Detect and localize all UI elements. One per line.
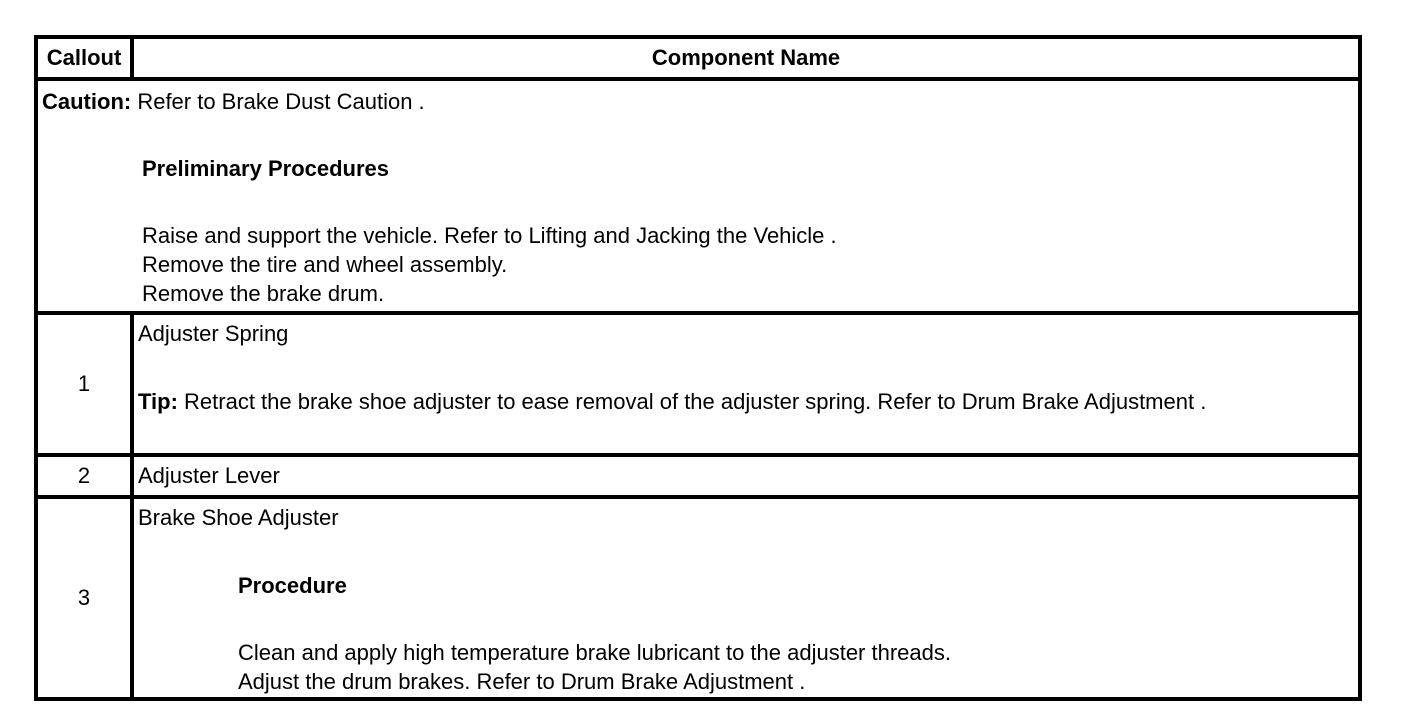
component-cell <box>134 315 1358 453</box>
component-name: Adjuster Lever <box>138 463 280 488</box>
procedure-step-1: Clean and apply high temperature brake lubricant to the adjuster threads. <box>238 640 951 665</box>
preliminary-step-3: Remove the brake drum. <box>142 281 385 306</box>
caution-row <box>38 81 1358 315</box>
preliminary-step-2: Remove the tire and wheel assembly. <box>142 252 508 277</box>
table-row <box>38 315 1358 457</box>
table-row <box>38 457 1358 499</box>
tip-label: Tip: <box>138 389 178 414</box>
callout-cell <box>38 499 134 697</box>
caution-text: Refer to Brake Dust Caution . <box>131 89 425 114</box>
callout-number: 3 <box>77 585 91 610</box>
header-component-cell <box>134 39 1358 77</box>
procedure-step-2: Adjust the drum brakes. Refer to Drum Brake Adjustment . <box>238 669 806 694</box>
callout-number: 2 <box>77 463 91 488</box>
table-header-row <box>38 39 1358 81</box>
callout-cell <box>38 315 134 453</box>
procedure-heading: Procedure <box>238 573 347 598</box>
callout-number: 1 <box>77 371 91 396</box>
component-cell <box>134 499 1358 697</box>
preliminary-heading: Preliminary Procedures <box>142 156 390 181</box>
preliminary-step-1: Raise and support the vehicle. Refer to Lifting and Jacking the Vehicle . <box>142 223 837 248</box>
tip-line <box>138 389 1206 415</box>
component-name: Brake Shoe Adjuster <box>138 505 339 530</box>
component-table <box>34 35 1362 701</box>
header-callout-label: Callout <box>46 45 122 70</box>
table-row <box>38 499 1358 697</box>
header-callout-cell <box>38 39 134 77</box>
header-component-label: Component Name <box>651 45 841 70</box>
caution-line <box>42 89 425 115</box>
component-cell <box>134 457 1358 495</box>
callout-cell <box>38 457 134 495</box>
component-name: Adjuster Spring <box>138 321 289 346</box>
tip-text: Retract the brake shoe adjuster to ease removal of the adjuster spring. Refer to Drum Brake Adjustment . <box>177 389 1207 414</box>
caution-label: Caution: <box>42 89 132 114</box>
